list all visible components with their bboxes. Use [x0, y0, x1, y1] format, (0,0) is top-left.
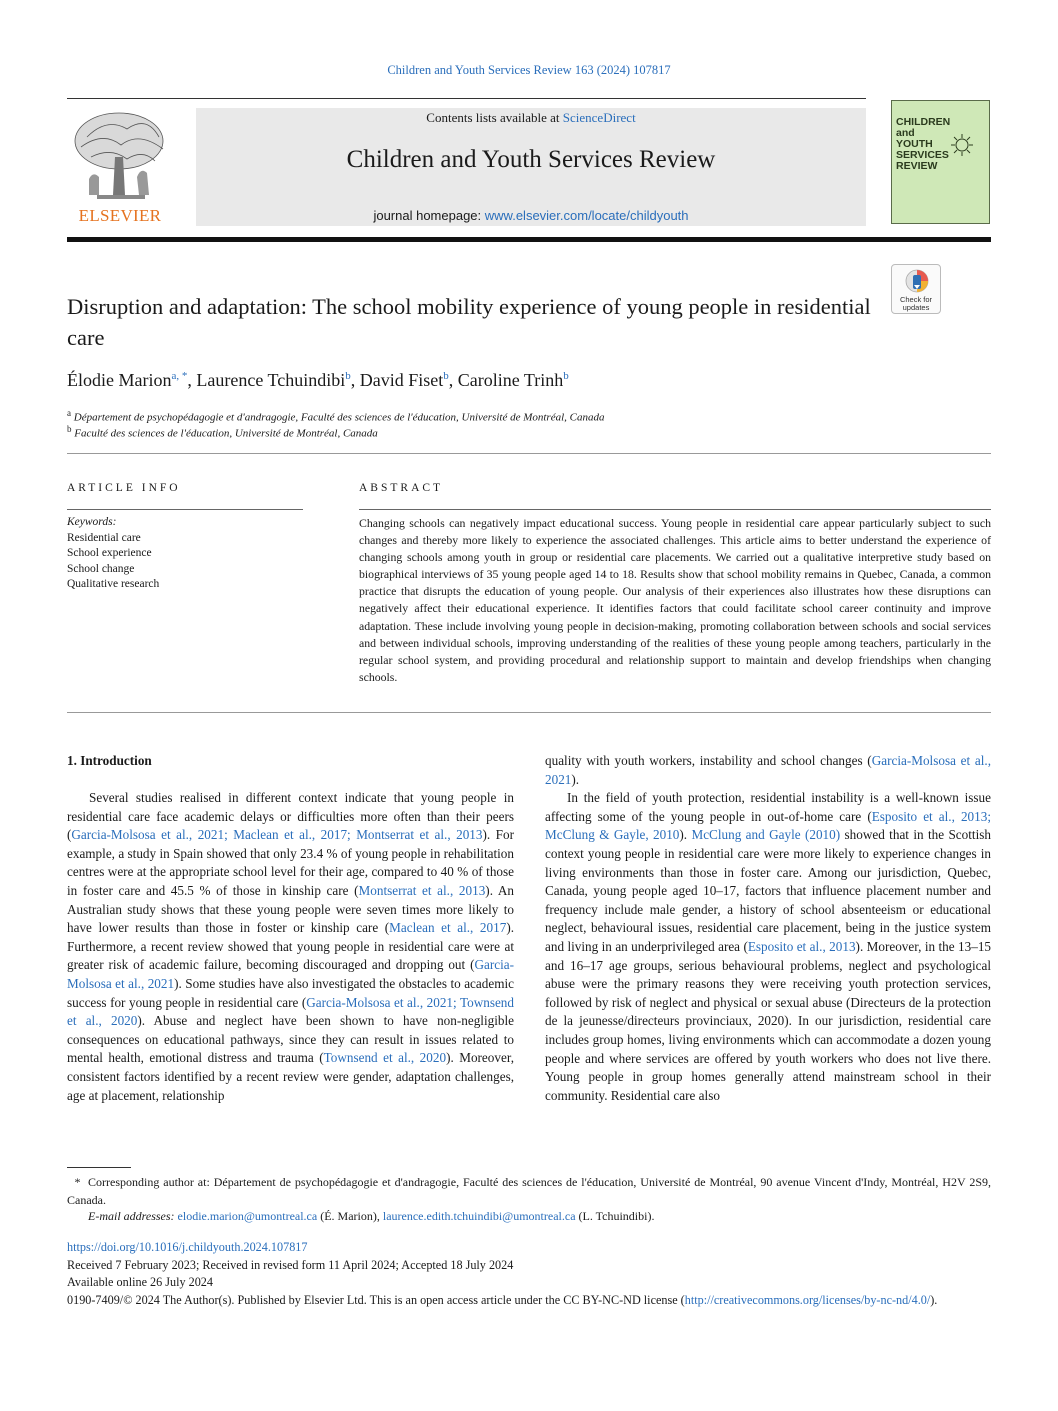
article-info-heading: ARTICLE INFO — [67, 482, 181, 494]
citation-link[interactable]: Montserrat et al., 2013 — [358, 882, 486, 898]
abstract-text: Changing schools can negatively impact educational success. Young people in residential care appear particularly subject to such changes and thereby more likely to experience the associated challenges. This article aims to better understand the experience of changing schools among youth in group or residential care placements. We carried out a qualitative interpretive study based on biographical interviews of 35 young people aged 14 to 18. Results show that school mobility remains in Quebec, Canada, a common practice that disrupts the education of young people. Our analysis of their experiences also illustrates how these disruptions can negatively affect their educational experience. It identifies factors that could facilitate school career continuity and improve adaptation. These include involving young people in decision-making, promoting collaboration between schools and social services and between individual schools, improving understanding of the realities of these young people among teachers, particularly in the regular school system, and providing procedural and relationship support to maintain and develop friendships when changing schools. — [359, 516, 991, 684]
body-text: ). Some studies have also investigated the obstacles to academic success for young people in residential care ( — [67, 975, 514, 1010]
affiliation-label: b — [67, 424, 72, 434]
crossmark-icon — [905, 269, 929, 295]
keywords-block — [67, 515, 159, 593]
citation-link[interactable]: Garcia-Molsosa et al., 2021 — [67, 957, 514, 991]
body-text: In the field of youth protection, residential instability is a well-known issue affecting some of the young people in out-of-home care ( — [545, 790, 991, 824]
author-list: Élodie Marion$^{a, *}$, Laurence Tchuindibi$^b$, David Fiset$^b$, Caroline Trinh$^b$ — [67, 370, 569, 390]
email-owner: (L. Tchuindibi). — [575, 1209, 655, 1223]
body-text: ). — [571, 771, 580, 787]
journal-banner — [196, 108, 866, 226]
citation-link[interactable]: Esposito et al., 2013 — [747, 938, 856, 954]
email-link[interactable]: elodie.marion@umontreal.ca — [177, 1209, 318, 1223]
email-owner: (É. Marion), — [317, 1209, 383, 1223]
homepage-prefix: journal homepage: — [373, 208, 485, 223]
body-column-left — [67, 789, 514, 1105]
keyword-item: School change — [67, 562, 135, 575]
citation-link[interactable]: Townsend et al., 2020 — [323, 1050, 447, 1066]
body-text: ). — [679, 827, 692, 843]
available-online: Available online 26 July 2024 — [67, 1275, 213, 1290]
header-rule — [67, 98, 866, 99]
crossmark-label: Check for updates — [899, 295, 933, 312]
journal-title: Children and Youth Services Review — [346, 146, 716, 173]
doi-link[interactable]: https://doi.org/10.1016/j.childyouth.2024.107817 — [67, 1240, 308, 1254]
body-paragraph — [67, 789, 514, 1105]
citation-link[interactable]: McClung and Gayle (2010) — [691, 827, 841, 843]
footnote-marker: * — [74, 1175, 81, 1189]
citation-link[interactable]: Maclean et al., 2017 — [389, 920, 507, 936]
contents-prefix: Contents lists available at — [426, 110, 563, 125]
citation-link[interactable]: Garcia-Molsosa et al., 2021; Maclean et al., 2017; Montserrat et al., 2013 — [71, 827, 483, 843]
citation-link[interactable]: Garcia-Molsosa et al., 2021 — [545, 753, 991, 787]
footnote-text: Corresponding author at: Département de psychopédagogie et d'andragogie, Faculté des sciences de l'éducation, Université de Montréal, 90 avenue Vincent d'Indy, Montréal, H2V 2S9, Canada. — [67, 1175, 991, 1207]
body-text: quality with youth workers, instability and school changes ( — [545, 753, 872, 768]
elsevier-wordmark: ELSEVIER — [78, 206, 162, 225]
journal-cover[interactable] — [891, 100, 990, 224]
abstract-rule — [359, 509, 991, 510]
body-paragraph — [545, 789, 991, 1105]
body-text: ). Moreover, in the 13–15 and 16–17 age groups, serious behavioural problems, neglect and psychological abuse were the primary reasons they were receiving youth protection services, followed by risk of neglect and physical or sexual abuse (Directeurs de la protection de la jeunesse/directeurs provinciaux, 2020). In our jurisdiction, residential care includes group homes, living environments which can accommodate a dozen young people and where services are offered by youth workers who does not live there. Young people in group homes generally attend mainstream school in their community. Residential care also — [545, 938, 992, 1103]
author-affiliation-marker[interactable]: b — [443, 370, 449, 382]
email-label: E-mail addresses: — [88, 1209, 175, 1223]
author-affiliation-marker[interactable]: b — [345, 370, 351, 382]
body-text: ). An Australian study shows that these young people were seven times more likely to have lower results than those in foster or kinship care ( — [67, 882, 515, 936]
license-link[interactable]: http://creativecommons.org/licenses/by-nc-nd/4.0/ — [684, 1292, 931, 1307]
author-affiliation-marker[interactable]: b — [563, 370, 569, 382]
abstract-heading: ABSTRACT — [359, 482, 444, 494]
affiliation-rule — [67, 453, 991, 454]
license-statement — [67, 1292, 991, 1310]
author-affiliation-marker[interactable]: a, * — [171, 370, 188, 382]
body-text: ). Moreover, consistent factors identified by a recent review were gender, adaptation challenges, age at placement, relationship — [67, 1050, 514, 1103]
body-paragraph — [545, 752, 991, 789]
body-text: Several studies realised in different context indicate that young people in residential care face academic delays or difficulties more often than their peers ( — [67, 790, 514, 843]
received-dates: Received 7 February 2023; Received in revised form 11 April 2024; Accepted 18 July 2024 — [67, 1257, 514, 1272]
affiliation-b — [67, 424, 378, 440]
body-text: showed that in the Scottish context young people in residential care were more likely to experience changes in living environments than those in foster care. Among our jurisdiction, Quebec, Canada, young people aged 10–17, factors that influence placement number and frequency include male gender, a history of school absenteeism or educational neglect, behavioural issues, residential care placement, being in the justice system and living in an underprivileged area ( — [545, 827, 991, 954]
author-name[interactable]: Caroline Trinh — [457, 370, 564, 390]
body-text: ). Furthermore, a recent review showed that young people in residential care were at greater risk of academic failure, becoming discouraged and dropping out ( — [67, 920, 515, 973]
homepage-line — [196, 208, 866, 223]
homepage-link[interactable]: www.elsevier.com/locate/childyouth — [484, 208, 689, 223]
affiliation-text: Faculté des sciences de l'éducation, Université de Montréal, Canada — [74, 427, 378, 440]
footnote-rule — [67, 1167, 131, 1168]
license-text: ). — [930, 1292, 938, 1307]
author-name[interactable]: Laurence Tchuindibi — [196, 370, 346, 390]
body-text: ). For example, a study in Spain showed that only 23.4 % of young people in rehabilitation centres were at the appropriate school level for their age, compared to 40 % of those in foster care and 45.5 % of those in kinship care ( — [67, 827, 514, 898]
article-title: Disruption and adaptation: The school mobility experience of young people in residential care — [67, 294, 871, 350]
citation-link[interactable]: Garcia-Molsosa et al., 2021; Townsend et al., 2020 — [67, 994, 514, 1029]
affiliation-a — [67, 408, 605, 424]
keyword-item: Residential care — [67, 531, 141, 544]
keyword-item: School experience — [67, 547, 152, 559]
header-thick-rule — [67, 237, 991, 242]
body-column-right — [545, 752, 991, 1105]
affiliation-text: Département de psychopédagogie et d'andragogie, Faculté des sciences de l'éducation, Université de Montréal, Canada — [73, 411, 605, 424]
cover-title: CHILDREN and YOUTH SERVICES REVIEW — [896, 116, 951, 172]
elsevier-logo — [67, 107, 173, 225]
keywords-label: Keywords: — [67, 516, 117, 528]
keyword-item: Qualitative research — [67, 578, 160, 590]
email-link[interactable]: laurence.edith.tchuindibi@umontreal.ca — [382, 1209, 576, 1223]
article-metadata — [67, 1239, 991, 1309]
body-text: ). Abuse and neglect have been shown to have non-negligible consequences on educational pathways, since they can result in issues related to mental health, emotional distress and trauma ( — [67, 1013, 514, 1066]
license-text: 0190-7409/© 2024 The Author(s). Published by Elsevier Ltd. This is an open access article under the CC BY-NC-ND license ( — [67, 1292, 685, 1307]
author-name[interactable]: Élodie Marion — [67, 370, 172, 390]
elsevier-tree-icon — [67, 107, 173, 205]
section-heading-introduction: 1. Introduction — [67, 753, 152, 768]
article-info-rule — [67, 509, 303, 510]
author-name[interactable]: David Fiset — [359, 370, 444, 390]
corresponding-author-footnote — [67, 1174, 991, 1209]
contents-line — [196, 110, 866, 126]
email-addresses — [67, 1209, 1012, 1224]
citation-link[interactable]: Esposito et al., 2013; McClung & Gayle, 2010 — [545, 808, 991, 843]
check-for-updates-button[interactable] — [891, 264, 941, 314]
journal-citation[interactable]: Children and Youth Services Review 163 (2024) 107817 — [387, 63, 671, 77]
abstract-bottom-rule — [67, 712, 991, 713]
cover-emblem-icon — [950, 133, 974, 157]
affiliation-label: a — [67, 408, 71, 418]
sciencedirect-link[interactable]: ScienceDirect — [562, 110, 636, 125]
